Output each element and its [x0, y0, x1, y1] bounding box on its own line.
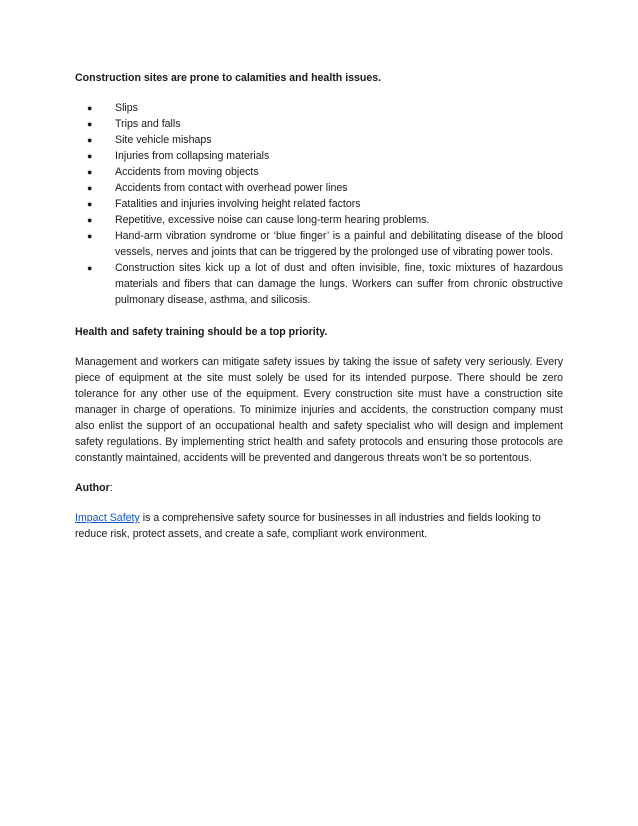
- list-item-text: Repetitive, excessive noise can cause long-term hearing problems.: [115, 214, 430, 226]
- hazard-list: [75, 100, 563, 308]
- bullet-icon: ●: [87, 167, 93, 177]
- list-item-text: Construction sites kick up a lot of dust and often invisible, fine, toxic mixtures of hazardous materials and fibers that can damage the lungs. Workers can suffer from chronic obstructive pulmonary disease, asthma, and silicosis.: [115, 262, 563, 306]
- bullet-icon: ●: [87, 135, 93, 145]
- list-item: [75, 116, 563, 132]
- list-item: [75, 212, 563, 228]
- list-item-text: Accidents from moving objects: [115, 166, 259, 178]
- list-item-text: Hand-arm vibration syndrome or ‘blue finger’ is a painful and debilitating disease of the blood vessels, nerves and joints that can be triggered by the prolonged use of vibrating power tools.: [115, 230, 563, 258]
- bullet-icon: ●: [87, 231, 93, 241]
- section-heading-hazards: Construction sites are prone to calamities and health issues.: [75, 72, 382, 84]
- bullet-icon: ●: [87, 119, 93, 129]
- author-heading: [75, 480, 563, 496]
- bullet-icon: ●: [87, 151, 93, 161]
- list-item: [75, 196, 563, 212]
- list-item-text: Accidents from contact with overhead power lines: [115, 182, 348, 194]
- document-page: [75, 70, 563, 542]
- bullet-icon: ●: [87, 215, 93, 225]
- list-item-text: Slips: [115, 102, 138, 114]
- section-heading-training: Health and safety training should be a top priority.: [75, 326, 328, 338]
- list-item: [75, 148, 563, 164]
- bullet-icon: ●: [87, 103, 93, 113]
- training-paragraph: Management and workers can mitigate safety issues by taking the issue of safety very seriously. Every piece of equipment at the site must solely be used for its intended purpose. There should be zero tolerance for any other use of the equipment. Every construction site must have a construction site manager in charge of operations. To minimize injuries and accidents, the construction company must also enlist the support of an occupational health and safety specialist who will design and implement safety regulations. By implementing strict health and safety protocols and ensuring those protocols are constantly maintained, accidents will be prevented and dangerous threats won’t be so portentous.: [75, 356, 563, 464]
- author-colon: :: [109, 482, 113, 494]
- author-description: [75, 510, 563, 542]
- list-item-text: Site vehicle mishaps: [115, 134, 212, 146]
- list-item: [75, 100, 563, 116]
- bullet-icon: ●: [87, 183, 93, 193]
- bullet-icon: ●: [87, 263, 93, 273]
- list-item: [75, 164, 563, 180]
- list-item-text: Injuries from collapsing materials: [115, 150, 270, 162]
- list-item: [75, 180, 563, 196]
- author-description-text: is a comprehensive safety source for businesses in all industries and fields looking to reduce risk, protect assets, and create a safe, compliant work environment.: [75, 512, 541, 540]
- list-item-text: Trips and falls: [115, 118, 181, 130]
- list-item: [75, 132, 563, 148]
- author-label: Author: [75, 482, 110, 494]
- list-item-text: Fatalities and injuries involving height related factors: [115, 198, 361, 210]
- impact-safety-link[interactable]: Impact Safety: [75, 512, 140, 524]
- list-item: [75, 260, 563, 308]
- bullet-icon: ●: [87, 199, 93, 209]
- list-item: [75, 228, 563, 260]
